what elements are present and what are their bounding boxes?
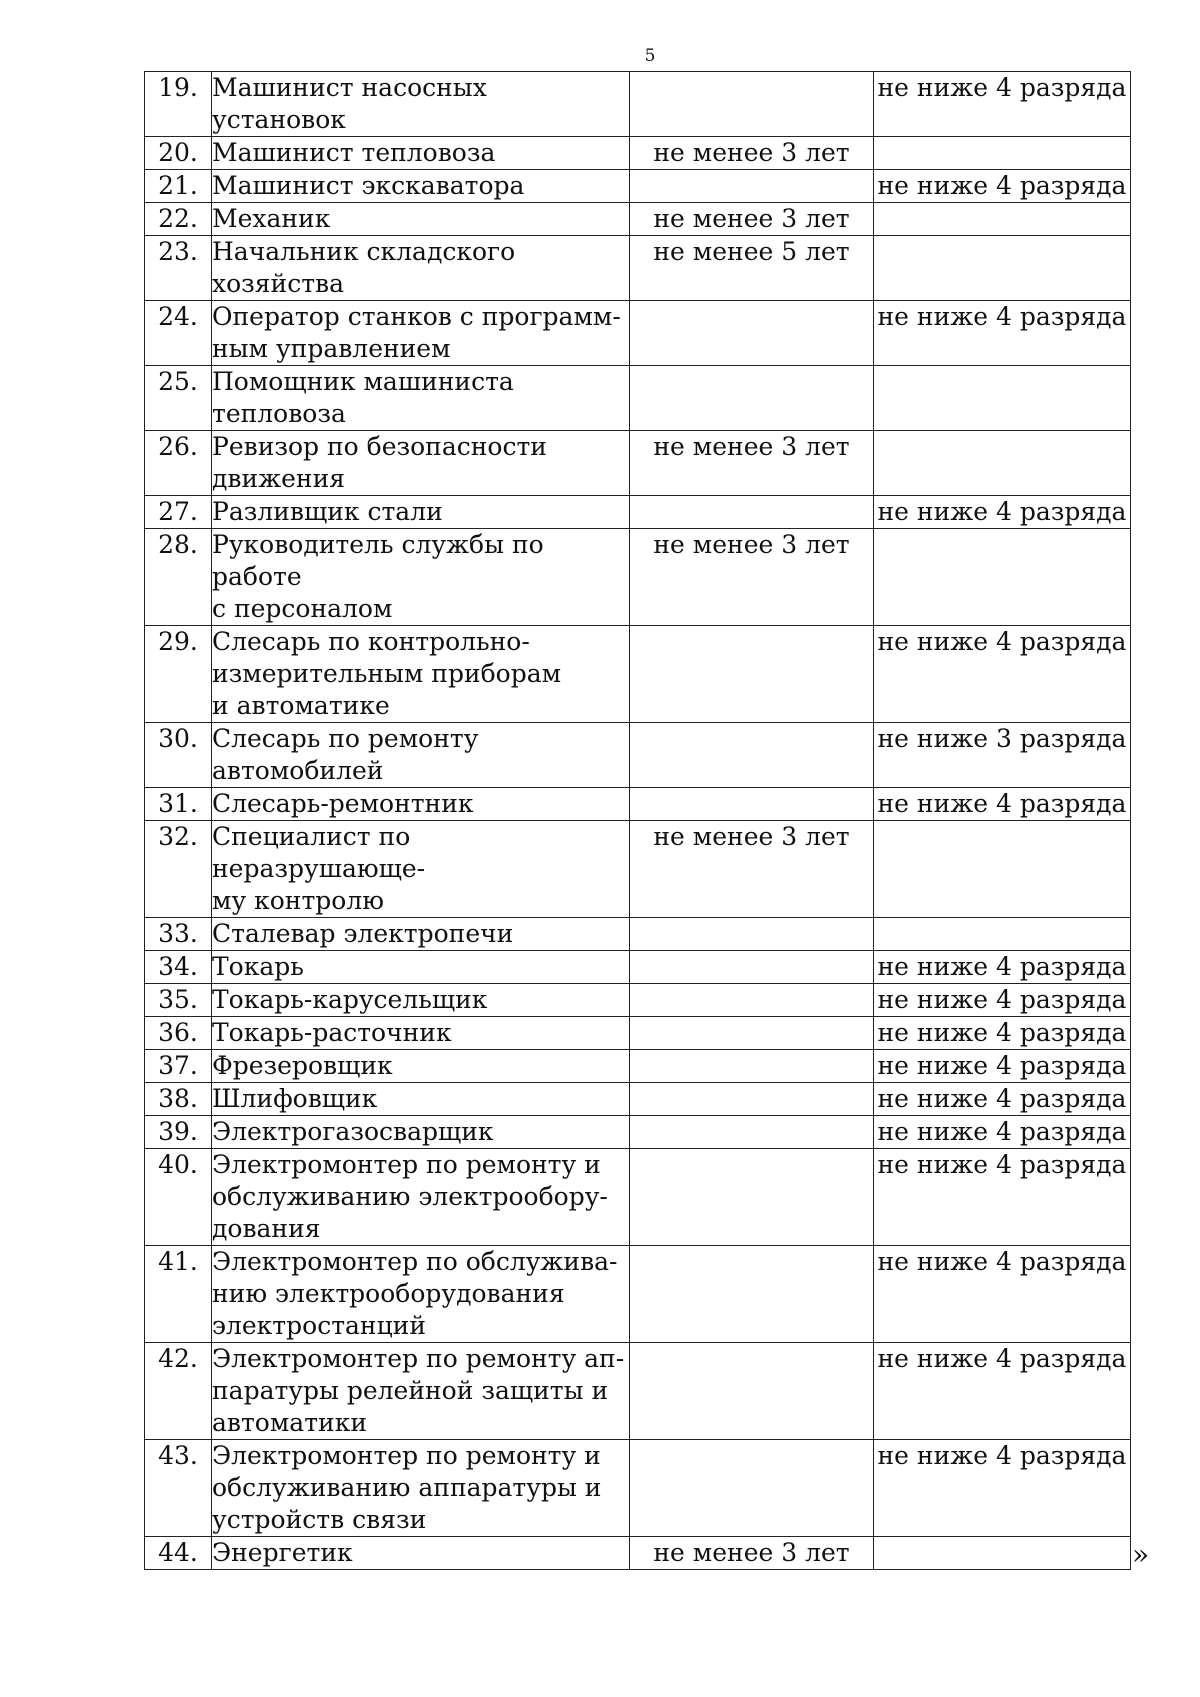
experience-cell xyxy=(630,1343,874,1440)
table-row xyxy=(145,366,1131,431)
rank-cell: не ниже 4 разряда xyxy=(874,1246,1131,1343)
experience-cell: не менее 3 лет xyxy=(630,431,874,496)
profession-name-cell: Помощник машиниста тепловоза xyxy=(212,366,630,431)
rank-cell: не ниже 4 разряда xyxy=(874,1149,1131,1246)
row-number-cell: 44. xyxy=(145,1537,212,1570)
row-number-cell: 34. xyxy=(145,951,212,984)
table-row xyxy=(145,788,1131,821)
table-row xyxy=(145,170,1131,203)
closing-quote-mark: » xyxy=(1132,1538,1150,1571)
rank-cell: не ниже 4 разряда xyxy=(874,1343,1131,1440)
row-number-cell: 20. xyxy=(145,137,212,170)
experience-cell xyxy=(630,366,874,431)
row-number-cell: 28. xyxy=(145,529,212,626)
rank-cell: не ниже 4 разряда xyxy=(874,626,1131,723)
rank-cell xyxy=(874,529,1131,626)
experience-cell xyxy=(630,1017,874,1050)
experience-cell xyxy=(630,984,874,1017)
table-row xyxy=(145,1246,1131,1343)
experience-cell: не менее 3 лет xyxy=(630,1537,874,1570)
table-row xyxy=(145,1440,1131,1537)
row-number-cell: 21. xyxy=(145,170,212,203)
experience-cell xyxy=(630,1083,874,1116)
experience-cell xyxy=(630,1149,874,1246)
row-number-cell: 40. xyxy=(145,1149,212,1246)
profession-name-cell: Электромонтер по ремонту и обслуживанию аппаратуры и устройств связи xyxy=(212,1440,630,1537)
table-row xyxy=(145,203,1131,236)
profession-name-cell: Машинист экскаватора xyxy=(212,170,630,203)
experience-cell: не менее 3 лет xyxy=(630,137,874,170)
table-row xyxy=(145,137,1131,170)
rank-cell xyxy=(874,431,1131,496)
profession-name-cell: Слесарь по контрольно- измерительным приборам и автоматике xyxy=(212,626,630,723)
table-row xyxy=(145,918,1131,951)
table-body xyxy=(145,72,1131,1570)
experience-cell: не менее 3 лет xyxy=(630,203,874,236)
row-number-cell: 30. xyxy=(145,723,212,788)
rank-cell xyxy=(874,366,1131,431)
rank-cell: не ниже 4 разряда xyxy=(874,72,1131,137)
experience-cell xyxy=(630,1050,874,1083)
table-row xyxy=(145,72,1131,137)
profession-name-cell: Фрезеровщик xyxy=(212,1050,630,1083)
table-row xyxy=(145,301,1131,366)
experience-cell xyxy=(630,72,874,137)
profession-name-cell: Энергетик xyxy=(212,1537,630,1570)
experience-cell xyxy=(630,723,874,788)
rank-cell xyxy=(874,203,1131,236)
row-number-cell: 43. xyxy=(145,1440,212,1537)
rank-cell: не ниже 3 разряда xyxy=(874,723,1131,788)
table-row xyxy=(145,529,1131,626)
profession-name-cell: Руководитель службы по работе с персоналом xyxy=(212,529,630,626)
row-number-cell: 23. xyxy=(145,236,212,301)
rank-cell: не ниже 4 разряда xyxy=(874,1440,1131,1537)
rank-cell: не ниже 4 разряда xyxy=(874,1116,1131,1149)
profession-name-cell: Токарь-карусельщик xyxy=(212,984,630,1017)
row-number-cell: 33. xyxy=(145,918,212,951)
profession-name-cell: Начальник складского хозяйства xyxy=(212,236,630,301)
table-row xyxy=(145,1017,1131,1050)
profession-name-cell: Механик xyxy=(212,203,630,236)
experience-cell xyxy=(630,951,874,984)
table-row xyxy=(145,236,1131,301)
row-number-cell: 24. xyxy=(145,301,212,366)
experience-cell xyxy=(630,788,874,821)
profession-name-cell: Разливщик стали xyxy=(212,496,630,529)
rank-cell xyxy=(874,236,1131,301)
page-number: 5 xyxy=(644,46,656,66)
rank-cell: не ниже 4 разряда xyxy=(874,1050,1131,1083)
rank-cell: не ниже 4 разряда xyxy=(874,301,1131,366)
table-row xyxy=(145,1149,1131,1246)
profession-table xyxy=(144,71,1131,1570)
profession-name-cell: Токарь-расточник xyxy=(212,1017,630,1050)
row-number-cell: 32. xyxy=(145,821,212,918)
experience-cell xyxy=(630,496,874,529)
rank-cell: не ниже 4 разряда xyxy=(874,788,1131,821)
table-row xyxy=(145,1116,1131,1149)
row-number-cell: 19. xyxy=(145,72,212,137)
row-number-cell: 41. xyxy=(145,1246,212,1343)
experience-cell xyxy=(630,301,874,366)
row-number-cell: 26. xyxy=(145,431,212,496)
rank-cell xyxy=(874,918,1131,951)
row-number-cell: 38. xyxy=(145,1083,212,1116)
rank-cell xyxy=(874,821,1131,918)
profession-name-cell: Электромонтер по ремонту и обслуживанию электрообору- дования xyxy=(212,1149,630,1246)
rank-cell: не ниже 4 разряда xyxy=(874,1017,1131,1050)
experience-cell xyxy=(630,918,874,951)
row-number-cell: 36. xyxy=(145,1017,212,1050)
profession-name-cell: Слесарь по ремонту автомобилей xyxy=(212,723,630,788)
table-row xyxy=(145,431,1131,496)
rank-cell: не ниже 4 разряда xyxy=(874,984,1131,1017)
rank-cell: не ниже 4 разряда xyxy=(874,1083,1131,1116)
profession-name-cell: Токарь xyxy=(212,951,630,984)
row-number-cell: 35. xyxy=(145,984,212,1017)
table-row xyxy=(145,723,1131,788)
row-number-cell: 27. xyxy=(145,496,212,529)
profession-name-cell: Электрогазосварщик xyxy=(212,1116,630,1149)
profession-name-cell: Слесарь-ремонтник xyxy=(212,788,630,821)
experience-cell xyxy=(630,1440,874,1537)
row-number-cell: 39. xyxy=(145,1116,212,1149)
rank-cell: не ниже 4 разряда xyxy=(874,951,1131,984)
experience-cell xyxy=(630,1116,874,1149)
profession-name-cell: Шлифовщик xyxy=(212,1083,630,1116)
row-number-cell: 25. xyxy=(145,366,212,431)
experience-cell: не менее 5 лет xyxy=(630,236,874,301)
experience-cell xyxy=(630,626,874,723)
table-row xyxy=(145,1083,1131,1116)
profession-name-cell: Электромонтер по обслужива- нию электрооборудования электростанций xyxy=(212,1246,630,1343)
experience-cell: не менее 3 лет xyxy=(630,529,874,626)
table-row xyxy=(145,496,1131,529)
profession-name-cell: Сталевар электропечи xyxy=(212,918,630,951)
profession-name-cell: Специалист по неразрушающе- му контролю xyxy=(212,821,630,918)
table-row xyxy=(145,951,1131,984)
rank-cell xyxy=(874,137,1131,170)
table-row xyxy=(145,984,1131,1017)
row-number-cell: 42. xyxy=(145,1343,212,1440)
rank-cell xyxy=(874,1537,1131,1570)
table-row xyxy=(145,821,1131,918)
profession-name-cell: Электромонтер по ремонту ап- паратуры релейной защиты и автоматики xyxy=(212,1343,630,1440)
row-number-cell: 37. xyxy=(145,1050,212,1083)
profession-name-cell: Ревизор по безопасности движения xyxy=(212,431,630,496)
row-number-cell: 31. xyxy=(145,788,212,821)
table-row xyxy=(145,1537,1131,1570)
experience-cell: не менее 3 лет xyxy=(630,821,874,918)
table-row xyxy=(145,626,1131,723)
rank-cell: не ниже 4 разряда xyxy=(874,170,1131,203)
row-number-cell: 29. xyxy=(145,626,212,723)
profession-name-cell: Машинист насосных установок xyxy=(212,72,630,137)
row-number-cell: 22. xyxy=(145,203,212,236)
table-row xyxy=(145,1343,1131,1440)
profession-name-cell: Машинист тепловоза xyxy=(212,137,630,170)
experience-cell xyxy=(630,1246,874,1343)
experience-cell xyxy=(630,170,874,203)
table-row xyxy=(145,1050,1131,1083)
profession-name-cell: Оператор станков с программ- ным управлением xyxy=(212,301,630,366)
rank-cell: не ниже 4 разряда xyxy=(874,496,1131,529)
